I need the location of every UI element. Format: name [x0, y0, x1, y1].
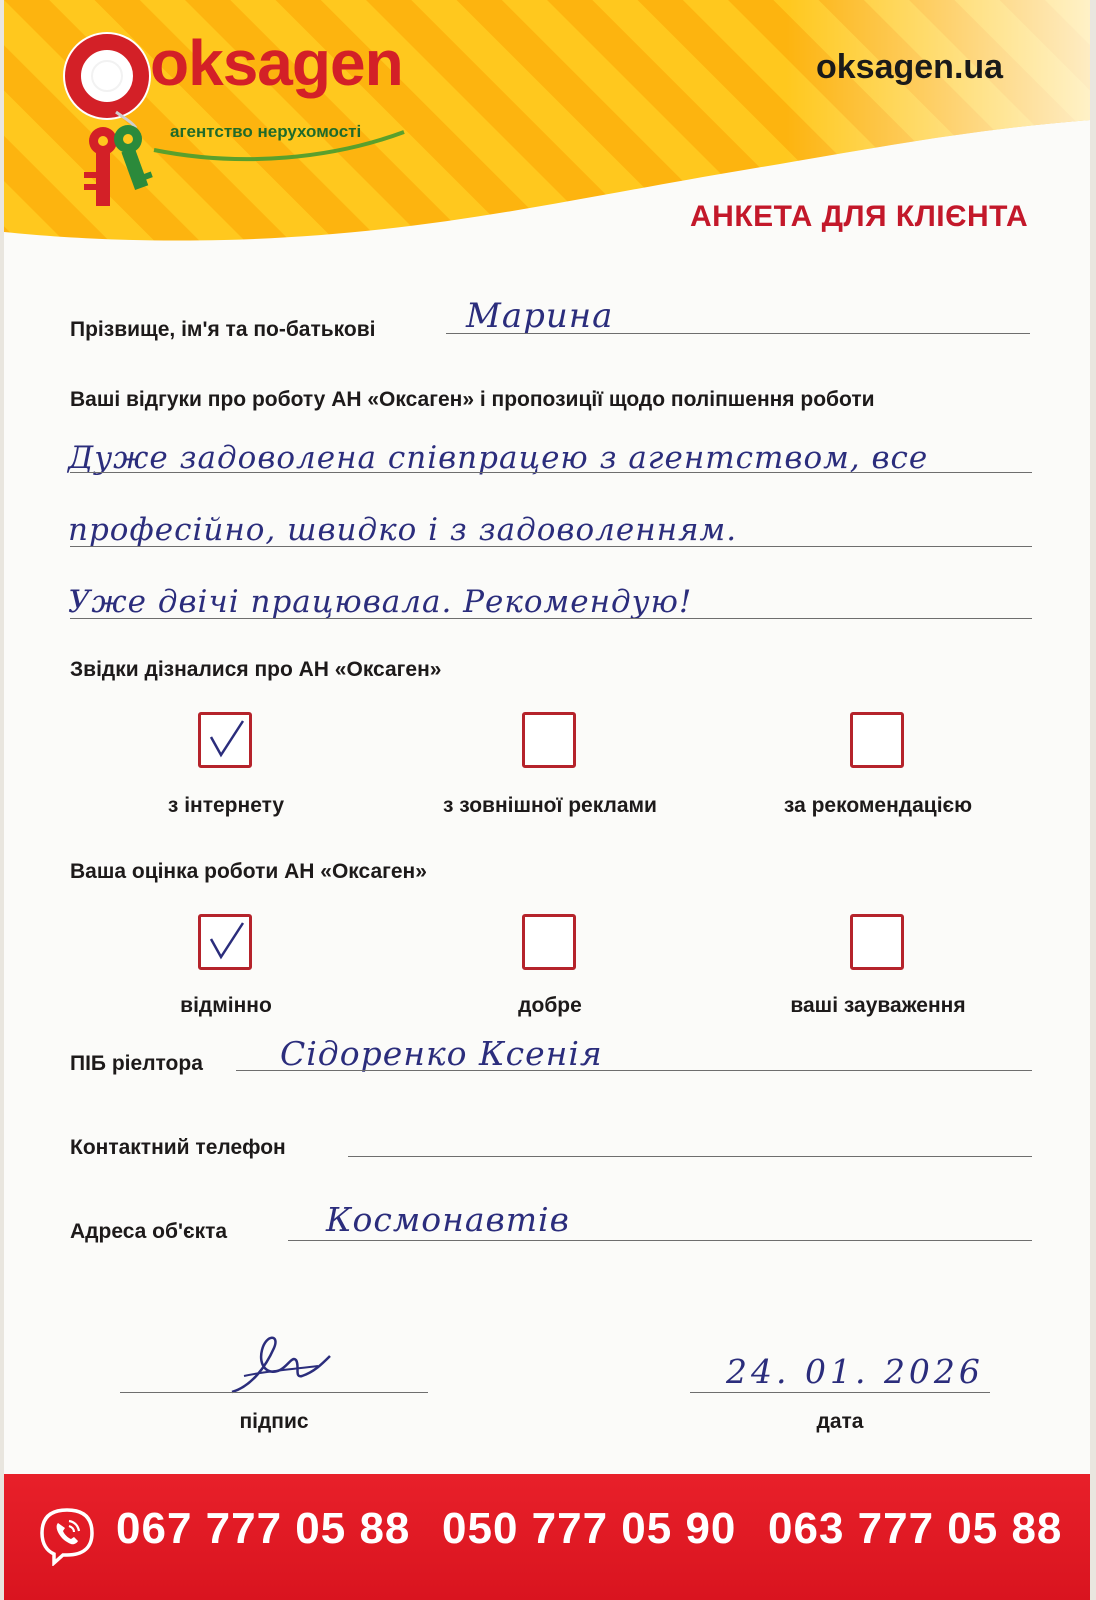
phone-number-2[interactable]: 050 777 05 90 — [442, 1504, 737, 1553]
full-name-value[interactable]: Марина — [466, 296, 614, 336]
brand-subtitle: агентство нерухомості — [170, 122, 362, 141]
feedback-line-3[interactable]: Уже двічі працювала. Рекомендую! — [68, 584, 693, 620]
source-option-recommendation: за рекомендацією — [783, 794, 973, 817]
feedback-rule-2 — [70, 546, 1032, 547]
header — [4, 0, 1090, 260]
contact-phone-line — [348, 1156, 1032, 1157]
signature-line — [120, 1392, 428, 1393]
rating-label: Ваша оцінка роботи АН «Оксаген» — [70, 860, 427, 883]
feedback-line-2[interactable]: професійно, швидко і з задоволенням. — [68, 512, 738, 548]
realtor-value[interactable]: Сідоренко Ксенія — [280, 1034, 603, 1073]
address-value[interactable]: Космонавтів — [326, 1200, 570, 1239]
website-link[interactable]: oksagen.ua — [816, 48, 1004, 86]
feedback-line-1[interactable]: Дуже задоволена співпрацею з агентством, все — [68, 440, 929, 476]
source-checkbox-internet[interactable] — [198, 712, 252, 768]
realtor-label: ПІБ ріелтора — [70, 1052, 203, 1075]
full-name-label: Прізвище, ім'я та по-батькові — [70, 318, 376, 341]
form-title: АНКЕТА ДЛЯ КЛІЄНТА — [690, 200, 1029, 233]
rating-checkbox-remarks[interactable] — [850, 914, 904, 970]
rating-checkbox-excellent[interactable] — [198, 914, 252, 970]
feedback-rule-3 — [70, 618, 1032, 619]
address-line — [288, 1240, 1032, 1241]
source-option-outdoor-ads: з зовнішної реклами — [443, 794, 657, 817]
date-caption: дата — [816, 1410, 864, 1433]
date-line — [690, 1392, 990, 1393]
source-label: Звідки дізналися про АН «Оксаген» — [70, 658, 442, 681]
source-option-internet: з інтернету — [167, 794, 285, 817]
contact-phone-label: Контактний телефон — [70, 1136, 286, 1159]
feedback-label: Ваші відгуки про роботу АН «Оксаген» і пропозиції щодо поліпшення роботи — [70, 388, 875, 411]
date-value[interactable]: 24. 01. 2026 — [726, 1352, 984, 1391]
checkmark-icon — [207, 919, 247, 963]
full-name-line — [446, 333, 1030, 334]
feedback-rule-1 — [70, 472, 1032, 473]
signature-mark — [222, 1326, 342, 1406]
client-questionnaire-sheet — [4, 0, 1090, 1600]
rating-option-good: добре — [518, 994, 582, 1017]
viber-phone-icon — [38, 1506, 96, 1566]
signature-caption: підпис — [239, 1410, 309, 1433]
brand-logo-text: oksagen — [150, 27, 403, 99]
phone-number-1[interactable]: 067 777 05 88 — [116, 1504, 411, 1553]
rating-option-excellent: відмінно — [180, 994, 272, 1017]
checkmark-icon — [207, 717, 247, 761]
realtor-line — [236, 1070, 1032, 1071]
phone-number-3[interactable]: 063 777 05 88 — [768, 1504, 1063, 1553]
address-label: Адреса об'єкта — [70, 1220, 228, 1243]
rating-checkbox-good[interactable] — [522, 914, 576, 970]
source-checkbox-outdoor-ads[interactable] — [522, 712, 576, 768]
rating-option-remarks: ваші зауваження — [790, 994, 966, 1017]
source-checkbox-recommendation[interactable] — [850, 712, 904, 768]
footer-phone-bar — [4, 1474, 1090, 1600]
